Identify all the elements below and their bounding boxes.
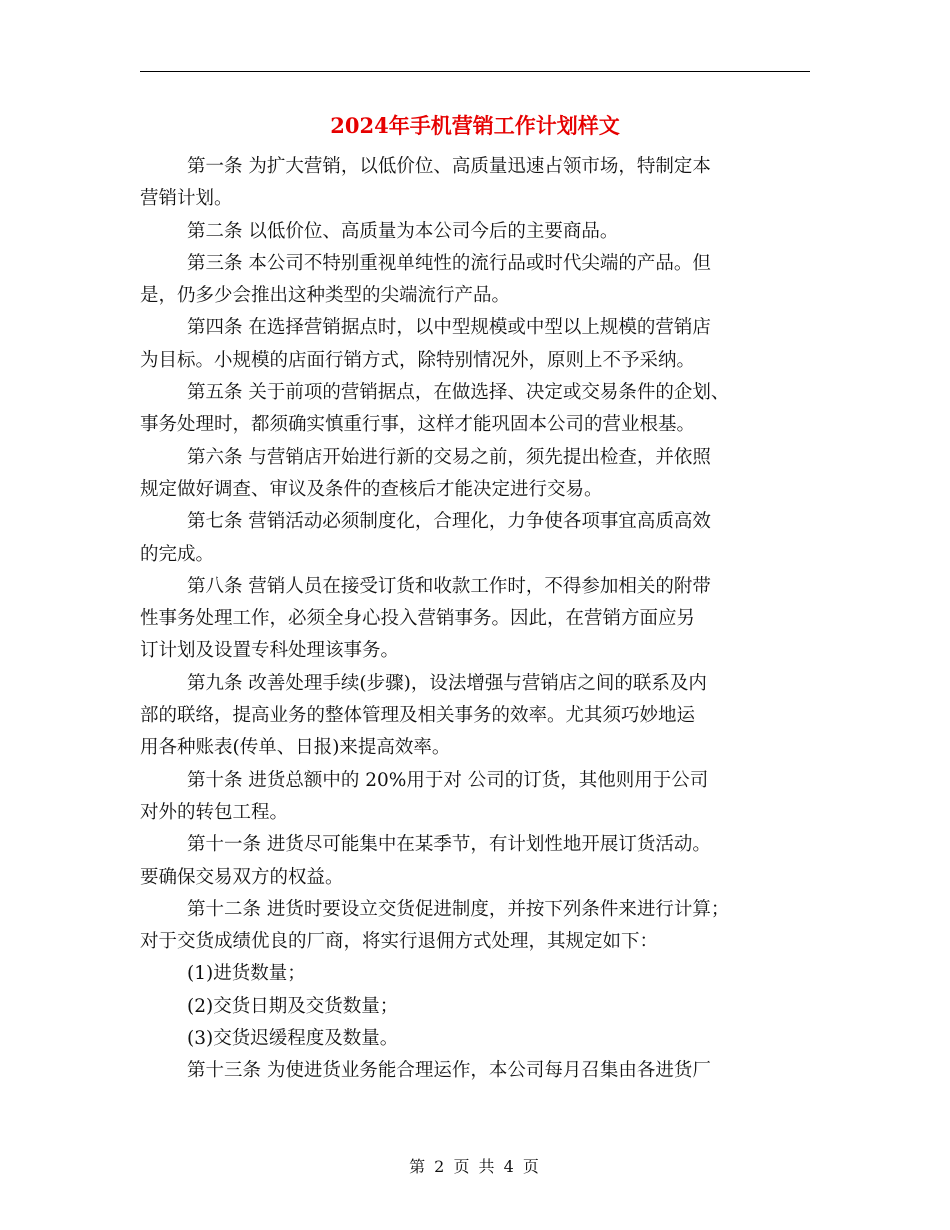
paragraph-line: 规定做好调查、审议及条件的查核后才能决定进行交易。 [140, 478, 603, 500]
paragraph [140, 216, 812, 248]
paragraph-line: 第七条 营销活动必须制度化，合理化，力争使各项事宜高质高效 [187, 511, 711, 533]
paragraph-line: 对外的转包工程。 [140, 801, 289, 823]
paragraph-line: 第五条 关于前项的营销据点，在做选择、决定或交易条件的企划、 [187, 382, 730, 404]
paragraph-line: 第一条 为扩大营销，以低价位、高质量迅速占领市场，特制定本 [187, 156, 711, 177]
paragraph-line: 用各种账表(传单、日报)来提高效率。 [140, 737, 451, 759]
paragraph-line: (3)交货迟缓程度及数量。 [187, 1028, 399, 1050]
document-body [140, 151, 812, 1088]
paragraph-line: 第三条 本公司不特别重视单纯性的流行品或时代尖端的产品。但 [187, 252, 711, 274]
paragraph-line: 第九条 改善处理手续(步骤)，设法增强与营销店之间的联系及内 [187, 672, 707, 694]
document-title: 2024年手机营销工作计划样文 [330, 113, 620, 138]
paragraph-line: 第十一条 进货尽可能集中在某季节，有计划性地开展订货活动。 [187, 834, 711, 856]
paragraph-line: 对于交货成绩优良的厂商，将实行退佣方式处理，其规定如下： [140, 931, 659, 953]
paragraph [140, 991, 812, 1023]
paragraph-line: (1)进货数量； [187, 963, 306, 985]
paragraph [140, 571, 812, 668]
paragraph-line: 第十条 进货总额中的 20%用于对 公司的订货，其他则用于公司 [187, 769, 709, 791]
paragraph [140, 1023, 812, 1055]
header-rule [140, 71, 810, 72]
paragraph [140, 151, 812, 216]
paragraph-line: 营销计划。 [140, 188, 233, 210]
paragraph-line: (2)交货日期及交货数量； [187, 995, 399, 1017]
paragraph [140, 377, 812, 442]
paragraph-line: 第十三条 为使进货业务能合理运作，本公司每月召集由各进货厂 [187, 1060, 711, 1082]
paragraph-line: 第六条 与营销店开始进行新的交易之前，须先提出检查，并依照 [187, 446, 711, 468]
paragraph-line: 第四条 在选择营销据点时，以中型规模或中型以上规模的营销店 [187, 317, 711, 339]
paragraph-line: 部的联络，提高业务的整体管理及相关事务的效率。尤其须巧妙地运 [140, 705, 696, 727]
paragraph [140, 829, 812, 894]
paragraph-line: 的完成。 [140, 543, 215, 565]
paragraph-line: 性事务处理工作，必须全身心投入营销事务。因此，在营销方面应另 [140, 608, 696, 630]
paragraph-line: 是，仍多少会推出这种类型的尖端流行产品。 [140, 285, 511, 307]
paragraph-line: 事务处理时，都须确实慎重行事，这样才能巩固本公司的营业根基。 [140, 414, 696, 436]
paragraph-line: 第八条 营销人员在接受订货和收款工作时，不得参加相关的附带 [187, 575, 711, 597]
paragraph [140, 958, 812, 990]
paragraph-line: 要确保交易双方的权益。 [140, 866, 344, 888]
page-footer: 第 2 页 共 4 页 [409, 1157, 541, 1176]
paragraph [140, 312, 812, 377]
paragraph [140, 765, 812, 830]
paragraph-line: 第二条 以低价位、高质量为本公司今后的主要商品。 [187, 220, 619, 242]
paragraph-line: 第十二条 进货时要设立交货促进制度，并按下列条件来进行计算； [187, 898, 730, 920]
paragraph [140, 248, 812, 313]
paragraph [140, 894, 812, 959]
paragraph-line: 订计划及设置专科处理该事务。 [140, 640, 400, 662]
paragraph [140, 668, 812, 765]
paragraph [140, 506, 812, 571]
paragraph [140, 1055, 812, 1087]
paragraph-line: 为目标。小规模的店面行销方式，除特别情况外，原则上不予采纳。 [140, 349, 696, 371]
paragraph [140, 442, 812, 507]
